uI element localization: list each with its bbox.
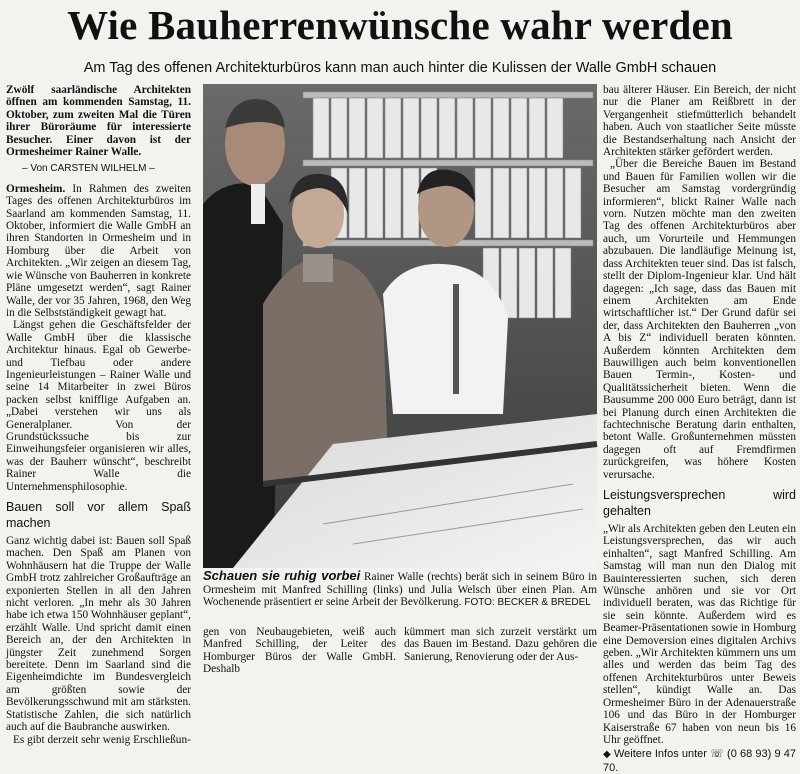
photo-caption: [203, 570, 597, 610]
caption-text: Rainer Walle (rechts) berät sich in seinem Büro in Ormesheim mit Manfred Schilling (links) und Julia Welsch über einen Plan. Am Wochenende präsentiert er seine Arbeit der Bevölkerung.: [203, 571, 597, 609]
headline: Wie Bauherrenwünsche wahr werden: [67, 2, 733, 48]
dateline: Ormesheim.: [6, 182, 66, 195]
article-column-left: [6, 84, 192, 746]
article-column-right: [603, 84, 796, 774]
section-subhead: Leistungsversprechen wird gehalten: [603, 488, 796, 518]
lead-paragraph: Zwölf saarländische Architekten öffnen am kommenden Samstag, 11. Oktober, zum zweiten Mal die Türen ihrer Büroräume für interessierte Besucher. Einer davon ist der Ormesheimer Rainer Walle.: [6, 84, 191, 159]
diamond-icon: ◆: [603, 749, 611, 761]
info-text: Weitere Infos unter ☏ (0 68 93) 9 47 70.: [603, 748, 796, 774]
paragraph: gen von Neubaugebieten, weiß auch Manfred Schilling, der Leiter des Homburger Büros der Walle GmbH. Deshalb: [203, 626, 396, 676]
article-photo: [203, 84, 597, 568]
byline: – Von CARSTEN WILHELM –: [22, 163, 155, 175]
paragraph: Es gibt derzeit sehr wenig Erschließun-: [13, 733, 191, 746]
section-subhead: Bauen soll vor allem Spaß machen: [6, 500, 191, 530]
paragraph: Längst gehen die Geschäftsfelder der Walle GmbH über die klassische Architektur hinaus. Egal ob Gewerbe- und Tiefbau oder andere Ingenieurleistungen – Rainer Walle und seine 14 Mitarbeiter in zwei Büros packen selbst knifflige Aufgaben an. „Dabei verstehen wir uns als Generalplaner. Von der Grundstückssuche bis zur Einweihungsfeier organisieren wir alles, was der Bauherr wünscht“, beschreibt Rainer Walle die Unternehmensphilosophie.: [6, 319, 191, 493]
caption-title: Schauen sie ruhig vorbei: [203, 568, 361, 583]
paragraph: Ganz wichtig dabei ist: Bauen soll Spaß machen. Den Spaß am Planen von Wohnhäusern hat die Truppe der Walle GmbH trotz zahlreicher Großaufträge an exponierten Stellen in all den Jahren nicht verloren. „In mehr als 30 Jahren habe ich etwa 150 Wohnhäuser geplant“, erzählt Walle. Und spricht damit einen Bereich an, der den Architekten in jüngster Zeit zunehmend Sorgen bereitete. Denn im Saarland sind die Eigenheimdichte im Bundesvergleich am größten sowie der Bevölkerungsschwund mit am stärksten. Statistische Zahlen, die sich natürlich auch auf die Baubranche auswirken.: [6, 535, 191, 734]
photo-illustration: [203, 84, 597, 568]
subheadline: Am Tag des offenen Architekturbüros kann man auch hinter die Kulissen der Walle GmbH schauen: [83, 60, 717, 76]
paragraph: „Über die Bereiche Bauen im Bestand und Bauen für Familien wollen wir die Besucher am Samstag vordergründig informieren“, blickt Rainer Walle nach vorn. Nutzen möchte man den zweiten Tag des offenen Architekturbüros aber auch, um Vorurteile und Hemmungen abzubauen. Die landläufige Meinung ist, dass Architekten teuer sind. Das ist falsch, stellt der Diplom-Ingenieur klar. Und hält dagegen: „Ich sage, dass das Bauen mit einem Architekten am Ende wirtschaftlicher ist.“ Der Grund dafür sei der, dass Architekten den Bauherren „von A bis Z“ individuell beraten könnten. Außerdem könnten Architekten dem Bauwilligen auch beim konventionellen Bauen Termin-, Kosten- und Qualitätssicherheit bieten. Wenn die Bausumme 200 000 Euro beträgt, dann ist bei Planung durch einen Architekten die fachtechnische Beratung darin enthalten, betont Walle. Großunternehmen müssten dagegen oft auf Fremdfirmen zurückgreifen, was höhere Kosten verursache.: [603, 158, 796, 481]
paragraph: Ormesheim. In Rahmen des zweiten Tages des offenen Architekturbüros im Saarland am kommenden Samstag, 11. Oktober, informiert die Walle GmbH an ihren Standorten in Ormesheim und in Homburg über die Arbeit von Architekten. „Wir zeigen an diesem Tag, wie Wünsche von Bauherren in konkrete Pläne umgesetzt werden“, sagt Rainer Walle, der vor 35 Jahren, 1968, den Weg in die Selbstständigkeit gewagt hat.: [6, 182, 192, 319]
paragraph: „Wir als Architekten geben den Leuten ein Leistungsversprechen, das wir auch einhalten“, sagt Manfred Schilling. Am Samstag will man nun den Dialog mit Bauinteressierten suchen, sich deren Wünsche anhören und sie vor Ort individuell beraten, was das Richtige für sie sein könnte. Außerdem wird es Beamer-Präsentationen sowie in Homburg eine Demoversion eines digitalen Archivs geben. „Wir Architekten kümmern uns um alles und werden das beim Tag des offenen Architekturbüros unter Beweis stellen“, kündigt Walle an. Das Ormesheimer Büro in der Adenauerstraße 106 und das Büro in der Homburger Kaiserstraße 67 haben von neun bis 16 Uhr geöffnet.: [603, 523, 796, 746]
photo-credit: FOTO: BECKER & BREDEL: [464, 597, 591, 609]
article-columns-bottom: [203, 626, 597, 676]
info-line: [603, 748, 796, 774]
paragraph: bau älterer Häuser. Ein Bereich, der nicht nur die Planer am Reißbrett in der Vergangenheit stiefmütterlich behandelt haben. Auch von staatlicher Seite müsste die Bestandserhaltung nach Ansicht der Architekten stärker gefördert werden.: [603, 84, 796, 159]
paragraph: kümmert man sich zurzeit verstärkt um das Bauen im Bestand. Dazu gehören die Sanierung, Renovierung oder der Aus-: [404, 626, 597, 663]
